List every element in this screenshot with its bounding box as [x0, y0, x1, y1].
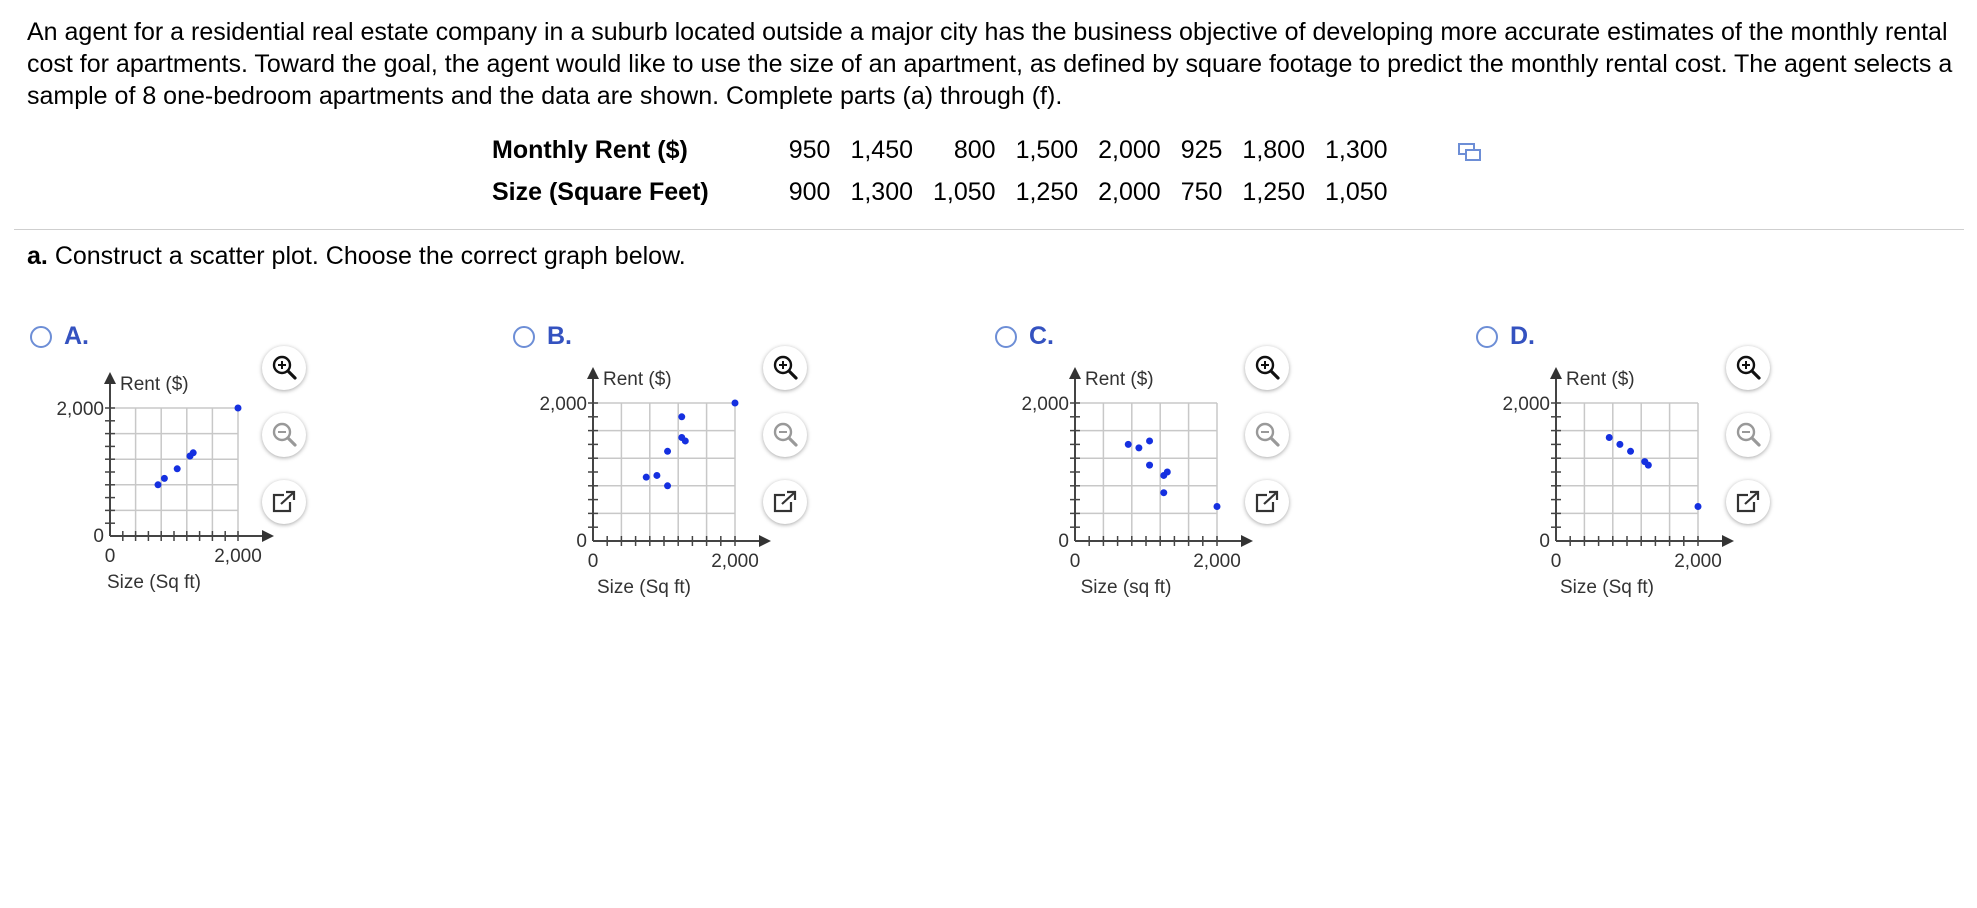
data-point	[1146, 437, 1153, 444]
zoom-in-button[interactable]	[1726, 346, 1770, 390]
data-point	[190, 449, 197, 456]
x-axis-label: Size (sq ft)	[1080, 577, 1172, 598]
x-tick-label: 0	[587, 551, 599, 572]
data-point	[235, 405, 242, 412]
y-tick-label: 0	[1058, 531, 1069, 552]
zoom-out-icon	[1734, 421, 1762, 449]
option-letter: A.	[64, 322, 89, 350]
table-cell: 1,450	[850, 135, 914, 164]
table-cell: 900	[788, 177, 831, 206]
table-cell: 1,250	[1015, 177, 1079, 206]
data-point	[155, 481, 162, 488]
data-point	[678, 413, 685, 420]
x-tick-label: 0	[1069, 551, 1081, 572]
data-point	[1695, 503, 1702, 510]
table-cell: 2,000	[1098, 177, 1161, 206]
zoom-in-icon	[771, 354, 799, 382]
data-point	[682, 437, 689, 444]
x-tick-label: 2,000	[214, 546, 262, 567]
y-axis-arrow	[1069, 367, 1081, 379]
table-cell: 1,250	[1242, 177, 1305, 206]
data-point	[161, 475, 168, 482]
x-axis-label: Size (Sq ft)	[107, 572, 201, 593]
y-axis-label: Rent ($)	[120, 374, 189, 395]
question-text: An agent for a residential real estate company in a suburb located outside a major city has the business objective of developing more accurate estimates of the monthly rental cost for apartments. Toward the goal, the agent would like to use the size of an apartment, as defined by square footage to predict the monthly rental cost. The agent selects a sample of 8 one-bedroom apartments and the data are shown. Complete parts (a) through (f).	[27, 18, 1953, 110]
x-axis-label: Size (Sq ft)	[597, 577, 691, 598]
open-external-icon	[1734, 488, 1762, 516]
zoom-in-button[interactable]	[262, 346, 306, 390]
open-external-icon	[1253, 488, 1281, 516]
zoom-in-button[interactable]	[763, 346, 807, 390]
zoom-out-icon	[270, 421, 298, 449]
table-cell: 1,050	[933, 177, 996, 206]
zoom-in-icon	[270, 354, 298, 382]
zoom-out-button[interactable]	[1245, 413, 1289, 457]
table-cell: 925	[1180, 135, 1223, 164]
x-tick-label: 0	[1550, 551, 1562, 572]
data-point	[174, 465, 181, 472]
x-axis-arrow	[759, 535, 771, 547]
scatter-plot	[995, 0, 1295, 620]
x-axis-arrow	[1241, 535, 1253, 547]
data-point	[653, 472, 660, 479]
open-external-button[interactable]	[1245, 480, 1289, 524]
zoom-in-icon	[1253, 354, 1281, 382]
table-cell: 750	[1180, 177, 1223, 206]
scatter-plot	[513, 0, 813, 620]
y-tick-label: 0	[1539, 531, 1550, 552]
row-label: Monthly Rent ($)	[492, 135, 688, 164]
data-point	[1627, 448, 1634, 455]
data-point	[1125, 441, 1132, 448]
data-point	[664, 448, 671, 455]
table-cell: 1,300	[1324, 135, 1388, 164]
data-point	[1616, 441, 1623, 448]
y-axis-label: Rent ($)	[1085, 369, 1154, 390]
data-point	[664, 482, 671, 489]
open-external-icon	[270, 488, 298, 516]
table-cell: 1,800	[1242, 135, 1305, 164]
option-letter: D.	[1510, 322, 1535, 350]
part-a-label: a.	[27, 242, 48, 270]
y-tick-label: 2,000	[539, 394, 587, 415]
y-axis-arrow	[1550, 367, 1562, 379]
data-point	[1135, 444, 1142, 451]
data-point	[1160, 489, 1167, 496]
y-axis-label: Rent ($)	[1566, 369, 1635, 390]
open-external-button[interactable]	[763, 480, 807, 524]
x-tick-label: 2,000	[711, 551, 759, 572]
zoom-out-icon	[771, 421, 799, 449]
y-axis-arrow	[104, 372, 116, 384]
x-tick-label: 0	[104, 546, 116, 567]
table-cell: 800	[953, 135, 996, 164]
option-letter: C.	[1029, 322, 1054, 350]
y-tick-label: 0	[93, 526, 104, 547]
x-tick-label: 2,000	[1193, 551, 1241, 572]
open-external-icon	[771, 488, 799, 516]
x-axis-label: Size (Sq ft)	[1560, 577, 1654, 598]
data-point	[643, 474, 650, 481]
zoom-in-icon	[1734, 354, 1762, 382]
data-point	[732, 400, 739, 407]
option-letter: B.	[547, 322, 572, 350]
data-point	[1146, 462, 1153, 469]
y-tick-label: 2,000	[1021, 394, 1069, 415]
part-a-text: Construct a scatter plot. Choose the correct graph below.	[54, 242, 686, 270]
table-cell: 1,300	[850, 177, 914, 206]
zoom-out-button[interactable]	[262, 413, 306, 457]
data-point	[1606, 434, 1613, 441]
zoom-out-icon	[1253, 421, 1281, 449]
x-tick-label: 2,000	[1674, 551, 1722, 572]
open-external-button[interactable]	[262, 480, 306, 524]
x-axis-arrow	[262, 530, 274, 542]
table-cell: 950	[788, 135, 831, 164]
data-point	[1164, 469, 1171, 476]
x-axis-arrow	[1722, 535, 1734, 547]
open-external-button[interactable]	[1726, 480, 1770, 524]
scatter-plot	[1476, 0, 1776, 620]
y-tick-label: 2,000	[1502, 394, 1550, 415]
zoom-in-button[interactable]	[1245, 346, 1289, 390]
data-point	[1645, 462, 1652, 469]
zoom-out-button[interactable]	[1726, 413, 1770, 457]
y-tick-label: 2,000	[56, 399, 104, 420]
table-cell: 1,050	[1324, 177, 1388, 206]
table-cell: 1,500	[1015, 135, 1079, 164]
y-axis-arrow	[587, 367, 599, 379]
y-axis-label: Rent ($)	[603, 369, 672, 390]
row-label: Size (Square Feet)	[492, 177, 709, 206]
scatter-plot	[30, 0, 330, 620]
table-cell: 2,000	[1098, 135, 1161, 164]
data-point	[1214, 503, 1221, 510]
y-tick-label: 0	[576, 531, 587, 552]
zoom-out-button[interactable]	[763, 413, 807, 457]
